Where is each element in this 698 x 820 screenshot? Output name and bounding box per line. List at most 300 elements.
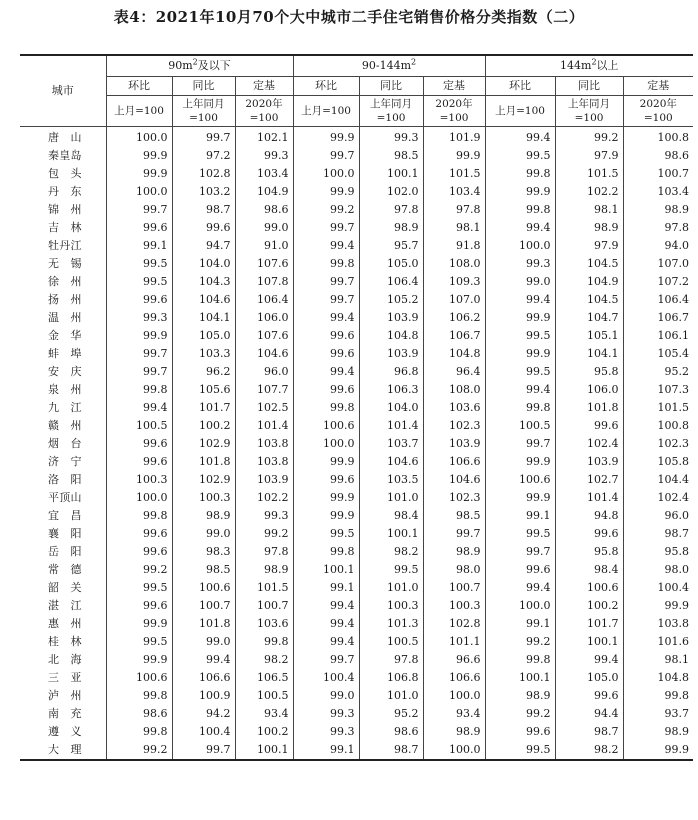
value-cell: 99.9 [106, 615, 172, 633]
table-row [20, 561, 693, 579]
value-cell: 99.9 [623, 741, 693, 760]
value-cell: 99.6 [106, 597, 172, 615]
value-cell: 99.2 [293, 201, 359, 219]
value-cell: 100.6 [172, 579, 235, 597]
value-cell: 108.0 [423, 255, 485, 273]
value-cell: 98.5 [359, 147, 423, 165]
value-cell: 103.4 [235, 165, 293, 183]
value-cell: 103.4 [423, 183, 485, 201]
value-cell: 99.5 [485, 525, 555, 543]
value-cell: 102.3 [423, 417, 485, 435]
value-cell: 102.4 [657, 491, 690, 504]
value-cell: 94.0 [664, 239, 690, 252]
table-row [20, 489, 693, 507]
value-cell: 96.0 [235, 363, 293, 381]
value-cell: 99.7 [293, 273, 359, 291]
value-cell: 98.1 [555, 201, 623, 219]
value-cell: 109.3 [423, 273, 485, 291]
value-cell: 94.8 [555, 507, 623, 525]
value-cell: 99.8 [293, 255, 359, 273]
value-cell: 103.8 [235, 435, 293, 453]
value-cell: 95.8 [555, 543, 623, 561]
value-cell: 98.9 [359, 219, 423, 237]
value-cell: 91.0 [235, 237, 293, 255]
value-cell: 99.8 [485, 651, 555, 669]
value-cell: 108.0 [423, 381, 485, 399]
value-cell: 99.0 [172, 525, 235, 543]
value-cell: 99.3 [235, 147, 293, 165]
table-row [20, 633, 693, 651]
value-cell: 100.7 [423, 579, 485, 597]
table-row [20, 435, 693, 453]
table-row [20, 345, 693, 363]
value-cell: 104.8 [657, 671, 690, 684]
city-cell: 泸州 [20, 687, 106, 705]
value-cell: 103.9 [359, 309, 423, 327]
value-cell: 98.6 [664, 149, 690, 162]
table-row [20, 651, 693, 669]
table-row [20, 507, 693, 525]
value-cell: 100.0 [293, 165, 359, 183]
value-cell: 107.6 [235, 255, 293, 273]
table-row [20, 201, 693, 219]
value-cell: 105.8 [657, 455, 690, 468]
value-cell: 101.1 [423, 633, 485, 651]
city-cell: 济宁 [20, 453, 106, 471]
sub-header: 定基 [235, 77, 293, 96]
value-cell: 99.4 [106, 399, 172, 417]
value-cell: 99.8 [293, 399, 359, 417]
value-cell: 99.3 [293, 723, 359, 741]
value-cell: 99.3 [106, 309, 172, 327]
value-cell: 102.5 [235, 399, 293, 417]
value-cell: 100.6 [555, 579, 623, 597]
value-cell: 102.8 [423, 615, 485, 633]
city-cell: 韶关 [20, 579, 106, 597]
value-cell: 100.0 [106, 127, 172, 148]
city-cell: 南充 [20, 705, 106, 723]
value-cell: 107.8 [235, 273, 293, 291]
value-cell: 99.8 [235, 633, 293, 651]
value-cell: 100.5 [359, 633, 423, 651]
value-cell: 99.2 [106, 741, 172, 760]
value-cell: 104.3 [172, 273, 235, 291]
table-row [20, 399, 693, 417]
value-cell: 99.0 [172, 633, 235, 651]
value-cell: 99.3 [235, 507, 293, 525]
city-cell: 九江 [20, 399, 106, 417]
value-cell: 103.7 [359, 435, 423, 453]
group-header-large: $144m^2$以上 [485, 55, 693, 77]
value-cell: 100.8 [657, 131, 690, 144]
value-cell: 100.5 [106, 417, 172, 435]
value-cell: 99.8 [664, 689, 690, 702]
base-header: 上年同月=100 [555, 96, 623, 127]
value-cell: 99.5 [485, 327, 555, 345]
value-cell: 107.6 [235, 327, 293, 345]
value-cell: 99.6 [485, 561, 555, 579]
value-cell: 99.5 [359, 561, 423, 579]
table-title: 表4：2021年10月70个大中城市二手住宅销售价格分类指数（二） [113, 8, 585, 26]
value-cell: 98.7 [172, 201, 235, 219]
value-cell: 99.6 [106, 543, 172, 561]
value-cell: 99.3 [485, 255, 555, 273]
table-row [20, 471, 693, 489]
value-cell: 103.2 [172, 183, 235, 201]
base-header: 上年同月=100 [172, 96, 235, 127]
value-cell: 95.8 [664, 545, 690, 558]
value-cell: 99.6 [172, 219, 235, 237]
city-cell: 平顶山 [20, 489, 106, 507]
value-cell: 100.0 [423, 741, 485, 760]
base-header: 2020年=100 [623, 96, 693, 127]
value-cell: 99.3 [359, 127, 423, 148]
value-cell: 98.6 [235, 201, 293, 219]
value-cell: 101.5 [423, 165, 485, 183]
value-cell: 100.0 [106, 489, 172, 507]
value-cell: 99.6 [106, 291, 172, 309]
value-cell: 100.1 [555, 633, 623, 651]
value-cell: 100.1 [359, 165, 423, 183]
value-cell: 101.9 [423, 127, 485, 148]
value-cell: 99.4 [293, 615, 359, 633]
value-cell: 100.6 [485, 471, 555, 489]
city-cell: 赣州 [20, 417, 106, 435]
value-cell: 96.8 [359, 363, 423, 381]
value-cell: 100.3 [359, 597, 423, 615]
city-cell: 安庆 [20, 363, 106, 381]
table-row [20, 417, 693, 435]
value-cell: 99.0 [235, 219, 293, 237]
table-row [20, 597, 693, 615]
value-cell: 104.1 [172, 309, 235, 327]
table-row [20, 525, 693, 543]
value-cell: 99.2 [485, 705, 555, 723]
value-cell: 101.7 [555, 615, 623, 633]
city-cell: 金华 [20, 327, 106, 345]
base-header: 上月=100 [106, 96, 172, 127]
value-cell: 102.9 [172, 471, 235, 489]
table-row [20, 579, 693, 597]
value-cell: 99.7 [106, 363, 172, 381]
city-cell: 牡丹江 [20, 237, 106, 255]
value-cell: 100.7 [657, 167, 690, 180]
value-cell: 100.8 [657, 419, 690, 432]
value-cell: 94.4 [555, 705, 623, 723]
city-cell: 秦皇岛 [20, 147, 106, 165]
value-cell: 99.7 [106, 345, 172, 363]
city-cell: 岳阳 [20, 543, 106, 561]
city-cell: 惠州 [20, 615, 106, 633]
value-cell: 97.8 [664, 221, 690, 234]
value-cell: 104.1 [555, 345, 623, 363]
table-row [20, 219, 693, 237]
value-cell: 102.0 [359, 183, 423, 201]
value-cell: 100.0 [423, 687, 485, 705]
value-cell: 100.4 [657, 581, 690, 594]
value-cell: 96.0 [664, 509, 690, 522]
value-cell: 91.8 [423, 237, 485, 255]
value-cell: 102.3 [657, 437, 690, 450]
value-cell: 100.3 [106, 471, 172, 489]
value-cell: 99.8 [106, 381, 172, 399]
table-row [20, 165, 693, 183]
value-cell: 99.7 [423, 525, 485, 543]
value-cell: 100.0 [106, 183, 172, 201]
value-cell: 104.9 [555, 273, 623, 291]
value-cell: 100.1 [293, 561, 359, 579]
value-cell: 100.0 [293, 435, 359, 453]
value-cell: 94.7 [172, 237, 235, 255]
value-cell: 99.1 [485, 615, 555, 633]
value-cell: 103.5 [359, 471, 423, 489]
value-cell: 98.7 [664, 527, 690, 540]
city-cell: 泉州 [20, 381, 106, 399]
value-cell: 95.2 [664, 365, 690, 378]
value-cell: 99.7 [293, 219, 359, 237]
value-cell: 99.5 [485, 363, 555, 381]
value-cell: 97.8 [359, 651, 423, 669]
value-cell: 93.7 [664, 707, 690, 720]
value-cell: 99.4 [172, 651, 235, 669]
value-cell: 99.6 [106, 453, 172, 471]
value-cell: 99.7 [485, 435, 555, 453]
value-cell: 98.9 [423, 723, 485, 741]
value-cell: 104.9 [235, 183, 293, 201]
base-header: 上年同月=100 [359, 96, 423, 127]
value-cell: 103.9 [235, 471, 293, 489]
value-cell: 99.9 [106, 165, 172, 183]
value-cell: 101.0 [359, 489, 423, 507]
value-cell: 99.8 [106, 723, 172, 741]
value-cell: 103.8 [657, 617, 690, 630]
value-cell: 98.0 [664, 563, 690, 576]
value-cell: 98.2 [555, 741, 623, 760]
value-cell: 99.9 [423, 147, 485, 165]
value-cell: 101.6 [657, 635, 690, 648]
value-cell: 99.2 [106, 561, 172, 579]
value-cell: 98.9 [172, 507, 235, 525]
value-cell: 99.5 [485, 147, 555, 165]
value-cell: 104.7 [555, 309, 623, 327]
value-cell: 105.6 [172, 381, 235, 399]
value-cell: 102.3 [423, 489, 485, 507]
value-cell: 105.0 [359, 255, 423, 273]
value-cell: 100.0 [485, 597, 555, 615]
value-cell: 106.7 [423, 327, 485, 345]
value-cell: 99.8 [485, 399, 555, 417]
table-row [20, 615, 693, 633]
value-cell: 98.9 [423, 543, 485, 561]
value-cell: 98.6 [106, 705, 172, 723]
value-cell: 99.5 [106, 633, 172, 651]
value-cell: 99.6 [293, 381, 359, 399]
value-cell: 99.1 [106, 237, 172, 255]
value-cell: 100.2 [172, 417, 235, 435]
value-cell: 101.5 [657, 401, 690, 414]
value-cell: 106.4 [235, 291, 293, 309]
value-cell: 98.6 [359, 723, 423, 741]
value-cell: 106.0 [235, 309, 293, 327]
city-cell: 徐州 [20, 273, 106, 291]
value-cell: 107.3 [657, 383, 690, 396]
value-cell: 97.9 [555, 237, 623, 255]
city-cell: 丹东 [20, 183, 106, 201]
value-cell: 97.8 [235, 543, 293, 561]
value-cell: 99.1 [293, 579, 359, 597]
value-cell: 99.6 [293, 327, 359, 345]
value-cell: 100.2 [555, 597, 623, 615]
value-cell: 99.6 [106, 219, 172, 237]
value-cell: 99.9 [293, 507, 359, 525]
city-cell: 北海 [20, 651, 106, 669]
value-cell: 106.7 [657, 311, 690, 324]
value-cell: 99.4 [485, 219, 555, 237]
value-cell: 99.6 [555, 687, 623, 705]
value-cell: 105.2 [359, 291, 423, 309]
table-row [20, 147, 693, 165]
value-cell: 98.2 [359, 543, 423, 561]
city-cell: 湛江 [20, 597, 106, 615]
value-cell: 102.8 [172, 165, 235, 183]
table-row [20, 543, 693, 561]
city-cell: 无锡 [20, 255, 106, 273]
table-row [20, 705, 693, 723]
value-cell: 105.4 [657, 347, 690, 360]
value-cell: 98.3 [172, 543, 235, 561]
value-cell: 98.5 [423, 507, 485, 525]
value-cell: 99.4 [485, 381, 555, 399]
value-cell: 99.4 [293, 597, 359, 615]
table-row [20, 363, 693, 381]
value-cell: 103.9 [555, 453, 623, 471]
value-cell: 103.9 [359, 345, 423, 363]
sub-header: 定基 [623, 77, 693, 96]
base-header: 上月=100 [485, 96, 555, 127]
value-cell: 99.1 [293, 741, 359, 760]
value-cell: 106.0 [555, 381, 623, 399]
value-cell: 101.4 [555, 489, 623, 507]
value-cell: 99.3 [293, 705, 359, 723]
value-cell: 98.5 [172, 561, 235, 579]
value-cell: 97.8 [423, 201, 485, 219]
value-cell: 100.6 [106, 669, 172, 687]
value-cell: 98.9 [235, 561, 293, 579]
value-cell: 100.1 [235, 741, 293, 760]
value-cell: 104.0 [172, 255, 235, 273]
value-cell: 98.4 [555, 561, 623, 579]
value-cell: 106.1 [657, 329, 690, 342]
value-cell: 103.4 [657, 185, 690, 198]
value-cell: 101.8 [555, 399, 623, 417]
value-cell: 101.4 [359, 417, 423, 435]
value-cell: 100.3 [172, 489, 235, 507]
value-cell: 104.4 [657, 473, 690, 486]
value-cell: 104.5 [555, 291, 623, 309]
value-cell: 100.4 [293, 669, 359, 687]
value-cell: 99.9 [485, 183, 555, 201]
value-cell: 100.7 [235, 597, 293, 615]
value-cell: 100.9 [172, 687, 235, 705]
value-cell: 104.8 [423, 345, 485, 363]
sub-header: 同比 [359, 77, 423, 96]
value-cell: 99.2 [485, 633, 555, 651]
value-cell: 105.1 [555, 327, 623, 345]
city-cell: 吉林 [20, 219, 106, 237]
value-cell: 99.0 [293, 687, 359, 705]
table-row [20, 309, 693, 327]
value-cell: 103.3 [172, 345, 235, 363]
city-cell: 唐山 [20, 127, 106, 148]
table-row [20, 273, 693, 291]
value-cell: 102.2 [235, 489, 293, 507]
value-cell: 97.9 [555, 147, 623, 165]
value-cell: 101.4 [235, 417, 293, 435]
value-cell: 99.6 [106, 525, 172, 543]
value-cell: 99.5 [485, 741, 555, 760]
value-cell: 99.5 [106, 273, 172, 291]
value-cell: 99.5 [106, 579, 172, 597]
value-cell: 100.0 [485, 237, 555, 255]
value-cell: 99.9 [485, 453, 555, 471]
sub-header: 定基 [423, 77, 485, 96]
value-cell: 99.6 [555, 525, 623, 543]
value-cell: 101.0 [359, 687, 423, 705]
value-cell: 102.7 [555, 471, 623, 489]
value-cell: 98.0 [423, 561, 485, 579]
group-header-small: $90m^2$及以下 [106, 55, 293, 77]
sub-header: 同比 [172, 77, 235, 96]
value-cell: 99.4 [293, 633, 359, 651]
value-cell: 100.5 [485, 417, 555, 435]
table-row [20, 183, 693, 201]
value-cell: 99.6 [293, 471, 359, 489]
city-cell: 常德 [20, 561, 106, 579]
city-cell: 遵义 [20, 723, 106, 741]
value-cell: 99.4 [293, 309, 359, 327]
value-cell: 100.6 [293, 417, 359, 435]
value-cell: 98.7 [555, 723, 623, 741]
value-cell: 106.5 [235, 669, 293, 687]
value-cell: 104.6 [172, 291, 235, 309]
value-cell: 99.7 [293, 291, 359, 309]
value-cell: 99.9 [293, 489, 359, 507]
value-cell: 95.7 [359, 237, 423, 255]
value-cell: 96.4 [423, 363, 485, 381]
value-cell: 99.7 [172, 127, 235, 148]
group-header-medium: $90-144m^2$ [293, 55, 485, 77]
value-cell: 100.7 [172, 597, 235, 615]
value-cell: 99.7 [485, 543, 555, 561]
table-row [20, 127, 693, 148]
value-cell: 101.8 [172, 453, 235, 471]
value-cell: 103.9 [423, 435, 485, 453]
city-cell: 温州 [20, 309, 106, 327]
value-cell: 99.6 [106, 435, 172, 453]
city-cell: 包头 [20, 165, 106, 183]
value-cell: 106.6 [172, 669, 235, 687]
value-cell: 99.5 [106, 255, 172, 273]
city-cell: 烟台 [20, 435, 106, 453]
value-cell: 99.6 [555, 417, 623, 435]
value-cell: 98.9 [555, 219, 623, 237]
value-cell: 100.5 [235, 687, 293, 705]
value-cell: 99.9 [485, 489, 555, 507]
value-cell: 106.6 [423, 453, 485, 471]
value-cell: 99.4 [485, 127, 555, 148]
value-cell: 99.9 [664, 599, 690, 612]
value-cell: 98.7 [359, 741, 423, 760]
